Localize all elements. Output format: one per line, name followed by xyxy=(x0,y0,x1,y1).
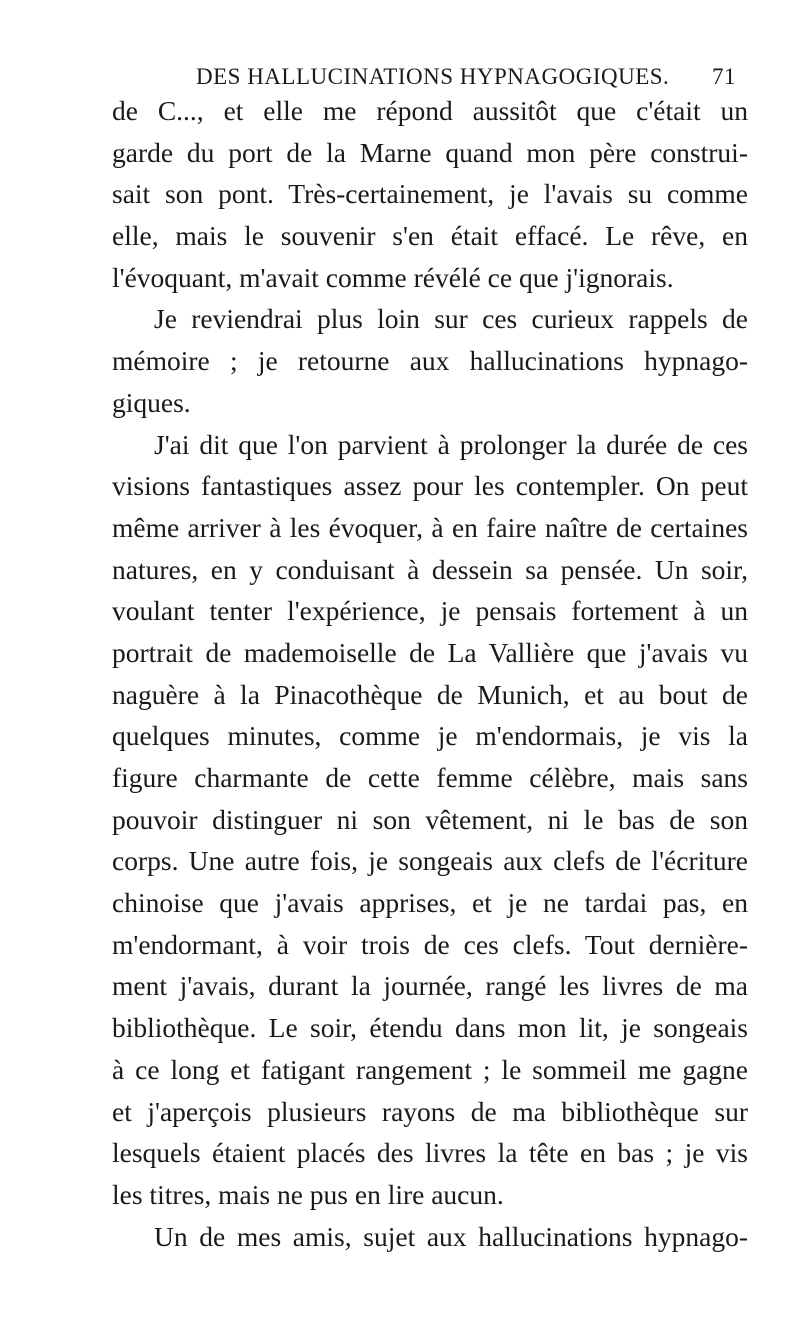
text-line: Un de mes amis, sujet aux hallucinations hypnago- xyxy=(154,1220,748,1252)
text-line: m'endormant, à voir trois de ces clefs. Tout dernière- xyxy=(112,928,748,960)
text-line: de C..., et elle me répond aussitôt que c'était un xyxy=(112,95,748,126)
text-line: bibliothèque. Le soir, étendu dans mon lit, je songeais xyxy=(112,1012,748,1044)
text-line: figure charmante de cette femme célèbre, mais sans xyxy=(112,762,748,793)
text-line: naguère à la Pinacothèque de Munich, et au bout de xyxy=(112,678,748,710)
text-line: giques. xyxy=(112,386,191,418)
text-line: mémoire ; je retourne aux hallucinations hypnago- xyxy=(112,345,748,377)
running-head-title: DES HALLUCINATIONS HYPNAGOGIQUES. xyxy=(196,64,670,89)
text-line: à ce long et fatigant rangement ; le sommeil me gagne xyxy=(112,1053,748,1085)
page-number: 71 xyxy=(712,64,736,89)
text-line: voulant tenter l'expérience, je pensais fortement à un xyxy=(112,595,748,627)
text-line: portrait de mademoiselle de La Vallière que j'avais vu xyxy=(112,636,748,668)
text-line: J'ai dit que l'on parvient à prolonger la durée de ces xyxy=(154,428,748,460)
text-line: visions fantastiques assez pour les contempler. On peut xyxy=(112,470,748,502)
text-line: même arriver à les évoquer, à en faire naître de certaines xyxy=(112,511,748,543)
body-text xyxy=(112,90,748,1257)
text-line: l'évoquant, m'avait comme révélé ce que j'ignorais. xyxy=(112,261,674,293)
text-line: Je reviendrai plus loin sur ces curieux rappels de xyxy=(154,303,748,335)
text-line: quelques minutes, comme je m'endormais, je vis la xyxy=(112,720,748,752)
text-line: elle, mais le souvenir s'en était effacé. Le rêve, en xyxy=(112,220,748,252)
text-line: garde du port de la Marne quand mon père construi- xyxy=(112,136,748,168)
text-line: chinoise que j'avais apprises, et je ne tardai pas, en xyxy=(112,887,748,919)
text-line: pouvoir distinguer ni son vêtement, ni le bas de son xyxy=(112,803,748,835)
text-line: les titres, mais ne pus en lire aucun. xyxy=(112,1178,504,1210)
text-line: corps. Une autre fois, je songeais aux clefs de l'écriture xyxy=(112,845,748,877)
text-line: sait son pont. Très-certainement, je l'avais su comme xyxy=(112,178,748,210)
text-line: et j'aperçois plusieurs rayons de ma bibliothèque sur xyxy=(112,1095,748,1127)
text-line: natures, en y conduisant à dessein sa pensée. Un soir, xyxy=(112,553,748,585)
text-line: lesquels étaient placés des livres la tête en bas ; je vis xyxy=(112,1137,748,1169)
text-line: ment j'avais, durant la journée, rangé les livres de ma xyxy=(112,970,748,1002)
